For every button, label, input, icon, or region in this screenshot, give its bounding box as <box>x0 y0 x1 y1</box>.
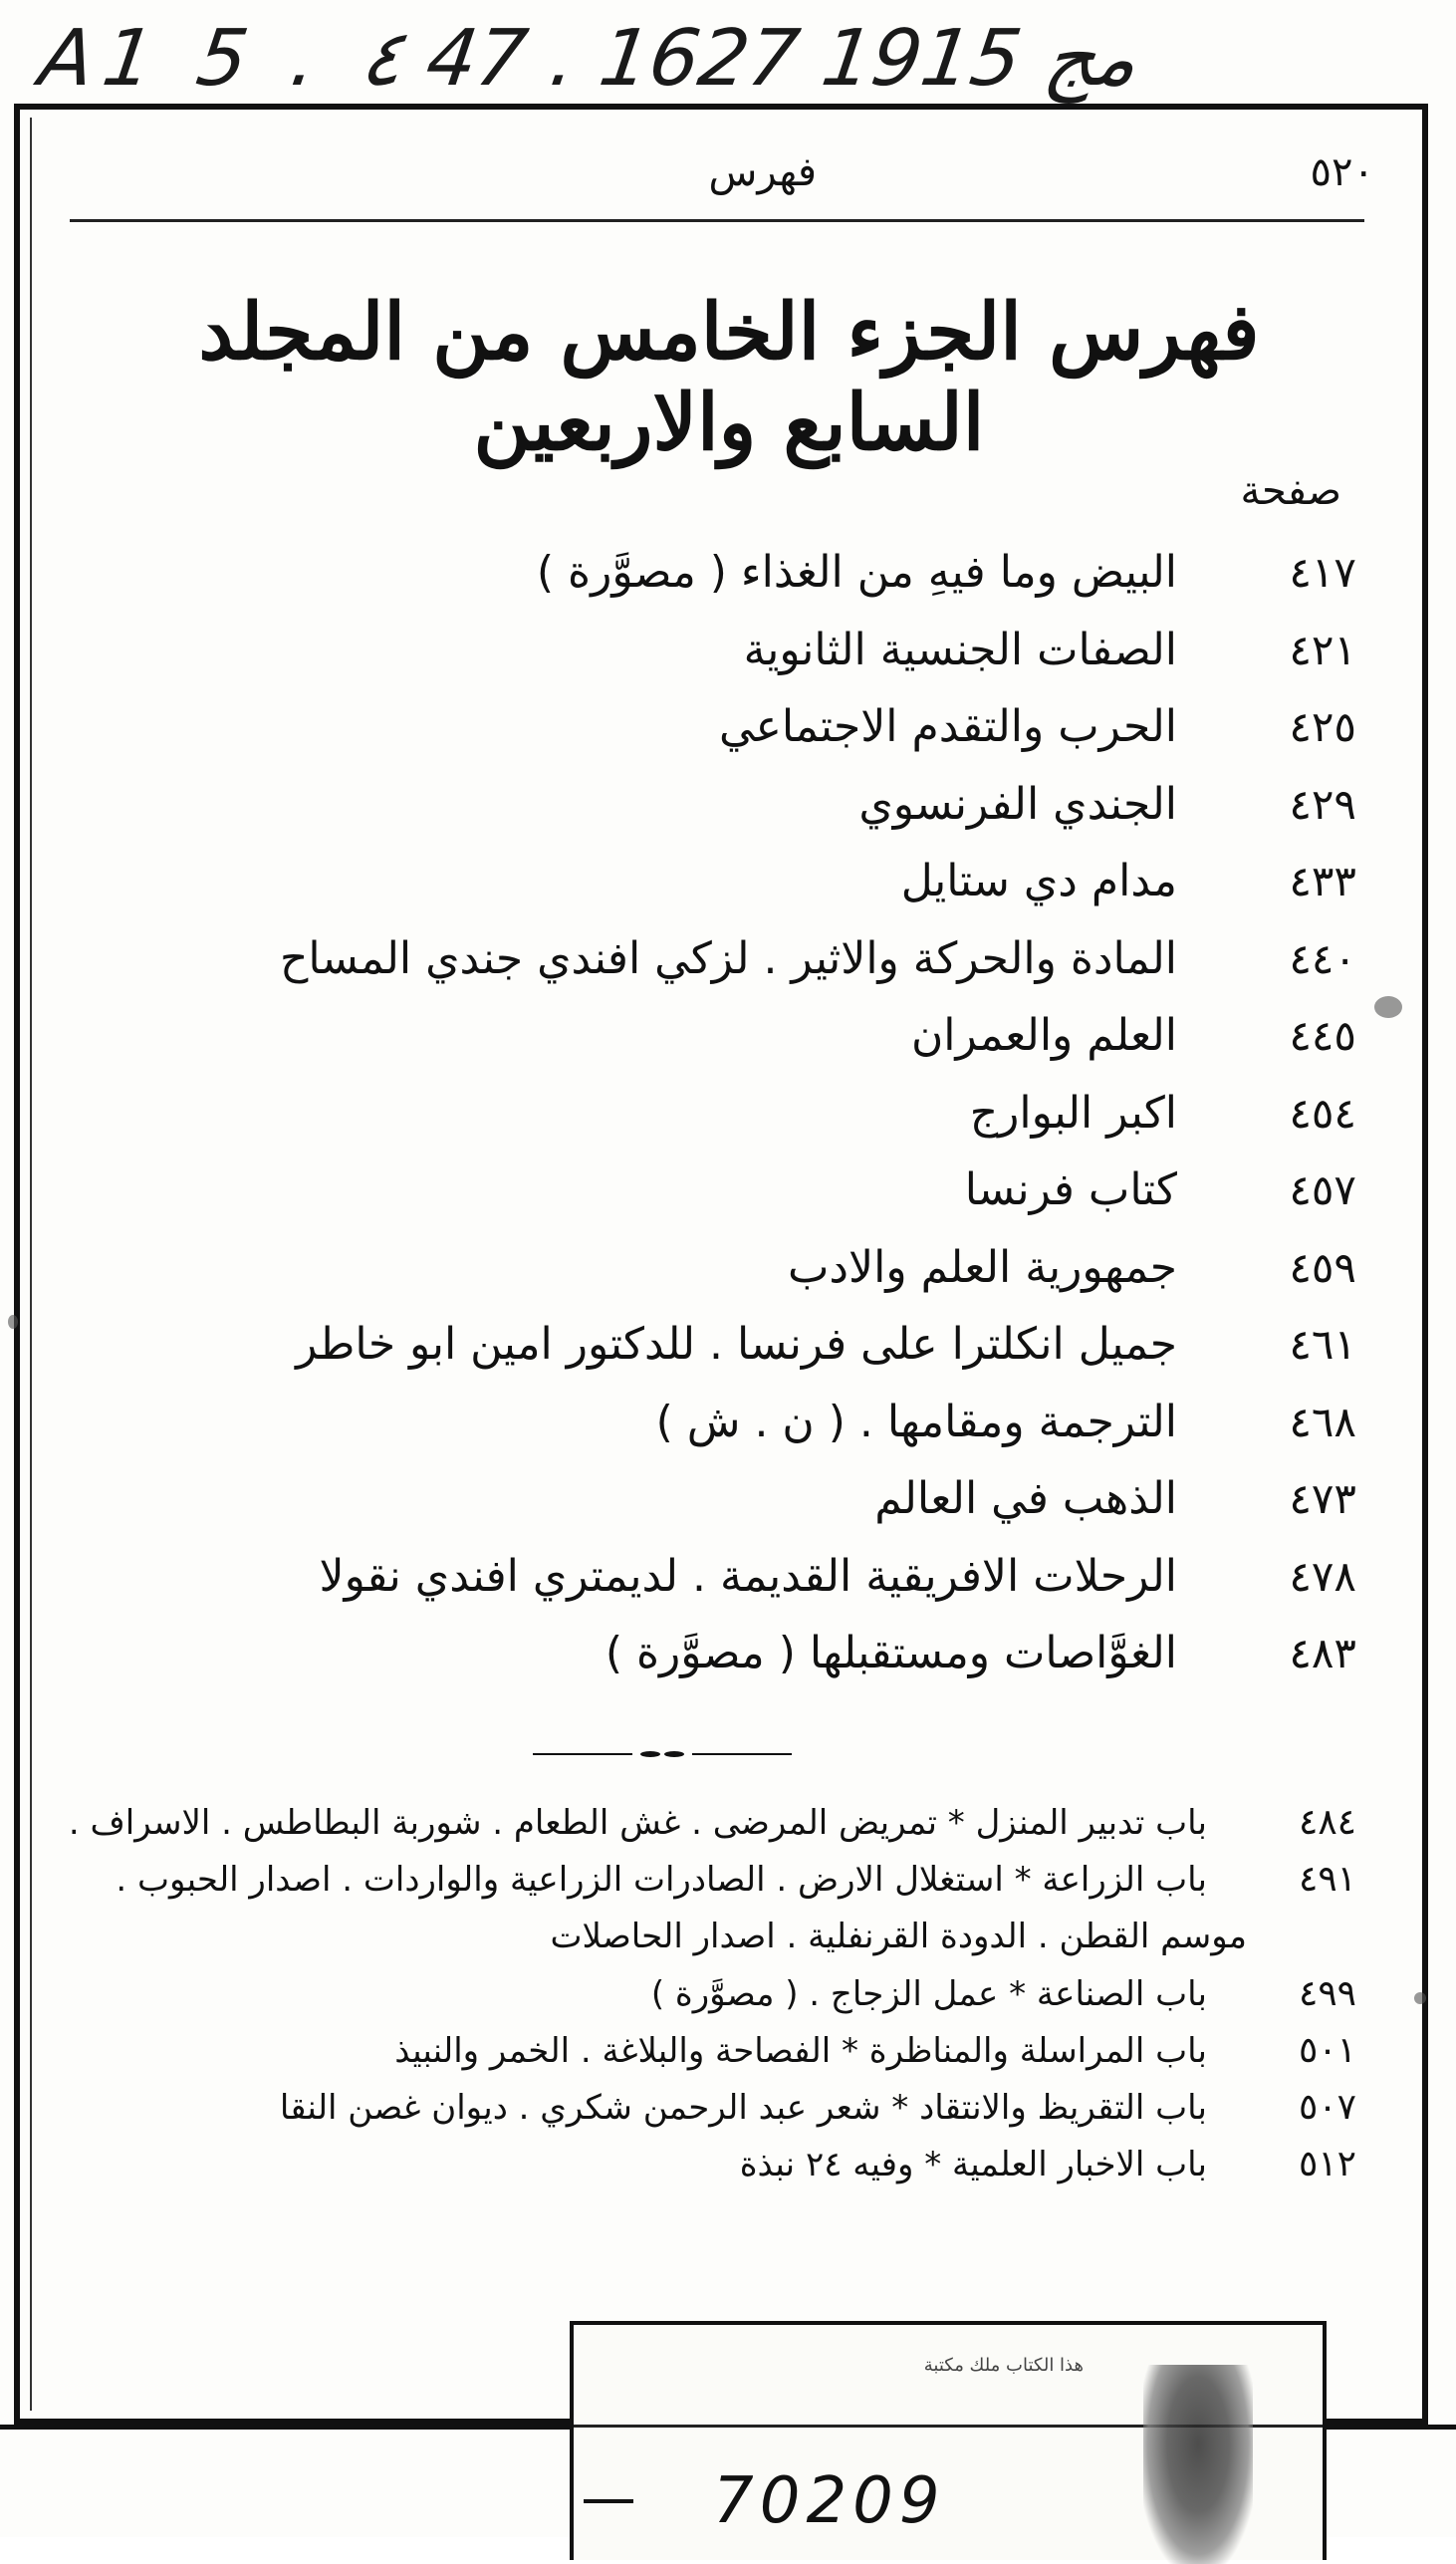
stamp-faint-text: هذا الكتاب ملك مكتبة <box>923 2355 1084 2376</box>
toc-title: الترجمة ومقامها . ( ن . ش ) <box>655 1396 1177 1447</box>
toc-title: الحرب والتقدم الاجتماعي <box>718 701 1177 752</box>
ornament-divider <box>533 1749 792 1759</box>
department-text: باب تدبير المنزل * تمريض المرضى . غش الطعام . شوربة البطاطس . الاسراف . <box>68 1803 1207 1843</box>
department-row <box>42 2026 1356 2083</box>
toc-page-number: ٤٤٥ <box>1289 1011 1356 1060</box>
accession-dash <box>584 2499 633 2503</box>
department-page-number: ٤٩١ <box>1298 1859 1356 1900</box>
toc-title: المادة والحركة والاثير . لزكي افندي جندي المساح <box>280 932 1177 984</box>
toc-row <box>131 1469 1356 1547</box>
toc-page-number: ٤٨٣ <box>1289 1629 1356 1677</box>
toc-row <box>131 1624 1356 1701</box>
toc-page-number: ٤٧٨ <box>1289 1551 1356 1601</box>
department-text: باب الاخبار العلمية * وفيه ٢٤ نبذة <box>739 2145 1207 2184</box>
page-number: ٥٢٠ <box>1310 149 1374 195</box>
header-rule <box>70 219 1364 222</box>
paper-speck <box>1374 996 1402 1018</box>
toc-title: البيض وما فيهِ من الغذاء ( مصوَّرة ) <box>536 547 1177 598</box>
department-row <box>42 1855 1356 1969</box>
toc-page-number: ٤٥٩ <box>1289 1242 1356 1292</box>
toc-row <box>131 1547 1356 1625</box>
toc-row <box>131 697 1356 775</box>
toc-row <box>131 775 1356 853</box>
toc-row <box>131 1084 1356 1161</box>
toc-title: الذهب في العالم <box>874 1473 1177 1524</box>
department-text: باب المراسلة والمناظرة * الفصاحة والبلاغة . الخمر والنبيذ <box>394 2031 1207 2071</box>
toc-page-number: ٤٢٩ <box>1289 779 1356 829</box>
paper-speck <box>8 1315 18 1329</box>
toc-row <box>131 1160 1356 1238</box>
toc-page-number: ٤٣٣ <box>1289 857 1356 905</box>
department-row <box>42 1798 1356 1855</box>
toc-page-number: ٤٢٥ <box>1289 702 1356 751</box>
department-row <box>42 1969 1356 2026</box>
toc-title: اكبر البوارج <box>969 1087 1177 1139</box>
toc-title: العلم والعمران <box>910 1010 1177 1061</box>
toc-title: الصفات الجنسية الثانوية <box>743 624 1177 675</box>
running-title: فهرس <box>708 149 817 195</box>
toc-page-number: ٤٥٧ <box>1289 1165 1356 1214</box>
toc-row <box>131 1006 1356 1084</box>
paper-speck <box>1414 1992 1426 2004</box>
toc-page-number: ٤٢١ <box>1289 625 1356 674</box>
toc-row <box>131 1393 1356 1470</box>
toc-row <box>131 929 1356 1007</box>
toc-page-number: ٤٤٠ <box>1289 933 1356 983</box>
toc-title: كتاب فرنسا <box>964 1164 1177 1215</box>
toc-row <box>131 1315 1356 1393</box>
toc-row <box>131 1238 1356 1316</box>
departments-list <box>42 1798 1356 2196</box>
toc-title: الرحلات الافريقية القديمة . لديمتري افندي نقولا <box>319 1550 1177 1602</box>
department-row <box>42 2140 1356 2196</box>
toc-row <box>131 543 1356 621</box>
department-text: باب الصناعة * عمل الزجاج . ( مصوَّرة ) <box>650 1974 1207 2014</box>
department-text: باب الزراعة * استغلال الارض . الصادرات الزراعية والواردات . اصدار الحبوب . <box>116 1860 1207 1900</box>
toc-title: الجندي الفرنسوي <box>858 778 1177 830</box>
department-text: باب التقريظ والانتقاد * شعر عبد الرحمن شكري . ديوان غصن النقا <box>279 2088 1207 2128</box>
toc-list <box>131 543 1356 1701</box>
toc-page-number: ٤٧٣ <box>1289 1474 1356 1523</box>
department-page-number: ٥٠٧ <box>1298 2087 1356 2128</box>
department-page-number: ٤٩٩ <box>1298 1973 1356 2014</box>
department-text-continuation: موسم القطن . الدودة القرنفلية . اصدار الحاصلات <box>550 1917 1247 1956</box>
department-page-number: ٤٨٤ <box>1298 1802 1356 1843</box>
toc-title: جمهورية العلم والادب <box>788 1241 1177 1293</box>
toc-page-number: ٤٥٤ <box>1289 1088 1356 1138</box>
index-heading: فهرس الجزء الخامس من المجلد السابع والاربعين <box>198 287 1260 468</box>
toc-row <box>131 621 1356 698</box>
department-page-number: ٥١٢ <box>1298 2144 1356 2184</box>
toc-title: جميل انكلترا على فرنسا . للدكتور امين ابو خاطر <box>296 1319 1177 1370</box>
handwritten-call-number: A1 5 . ٤ 47 . مج 1915 1627 <box>34 14 1143 104</box>
accession-number: 70209 <box>713 2464 946 2538</box>
stamp-ink-smudge <box>1143 2365 1253 2564</box>
toc-title: مدام دي ستايل <box>900 856 1177 906</box>
toc-title: الغوَّاصات ومستقبلها ( مصوَّرة ) <box>605 1628 1177 1678</box>
running-header <box>70 149 1374 209</box>
toc-row <box>131 852 1356 929</box>
department-row <box>42 2083 1356 2140</box>
toc-page-number: ٤٦١ <box>1289 1320 1356 1369</box>
toc-page-number: ٤٦٨ <box>1289 1397 1356 1446</box>
toc-page-number: ٤١٧ <box>1289 548 1356 597</box>
page-column-label: صفحة <box>1240 468 1341 514</box>
library-stamp <box>570 2321 1327 2560</box>
department-page-number: ٥٠١ <box>1298 2030 1356 2071</box>
